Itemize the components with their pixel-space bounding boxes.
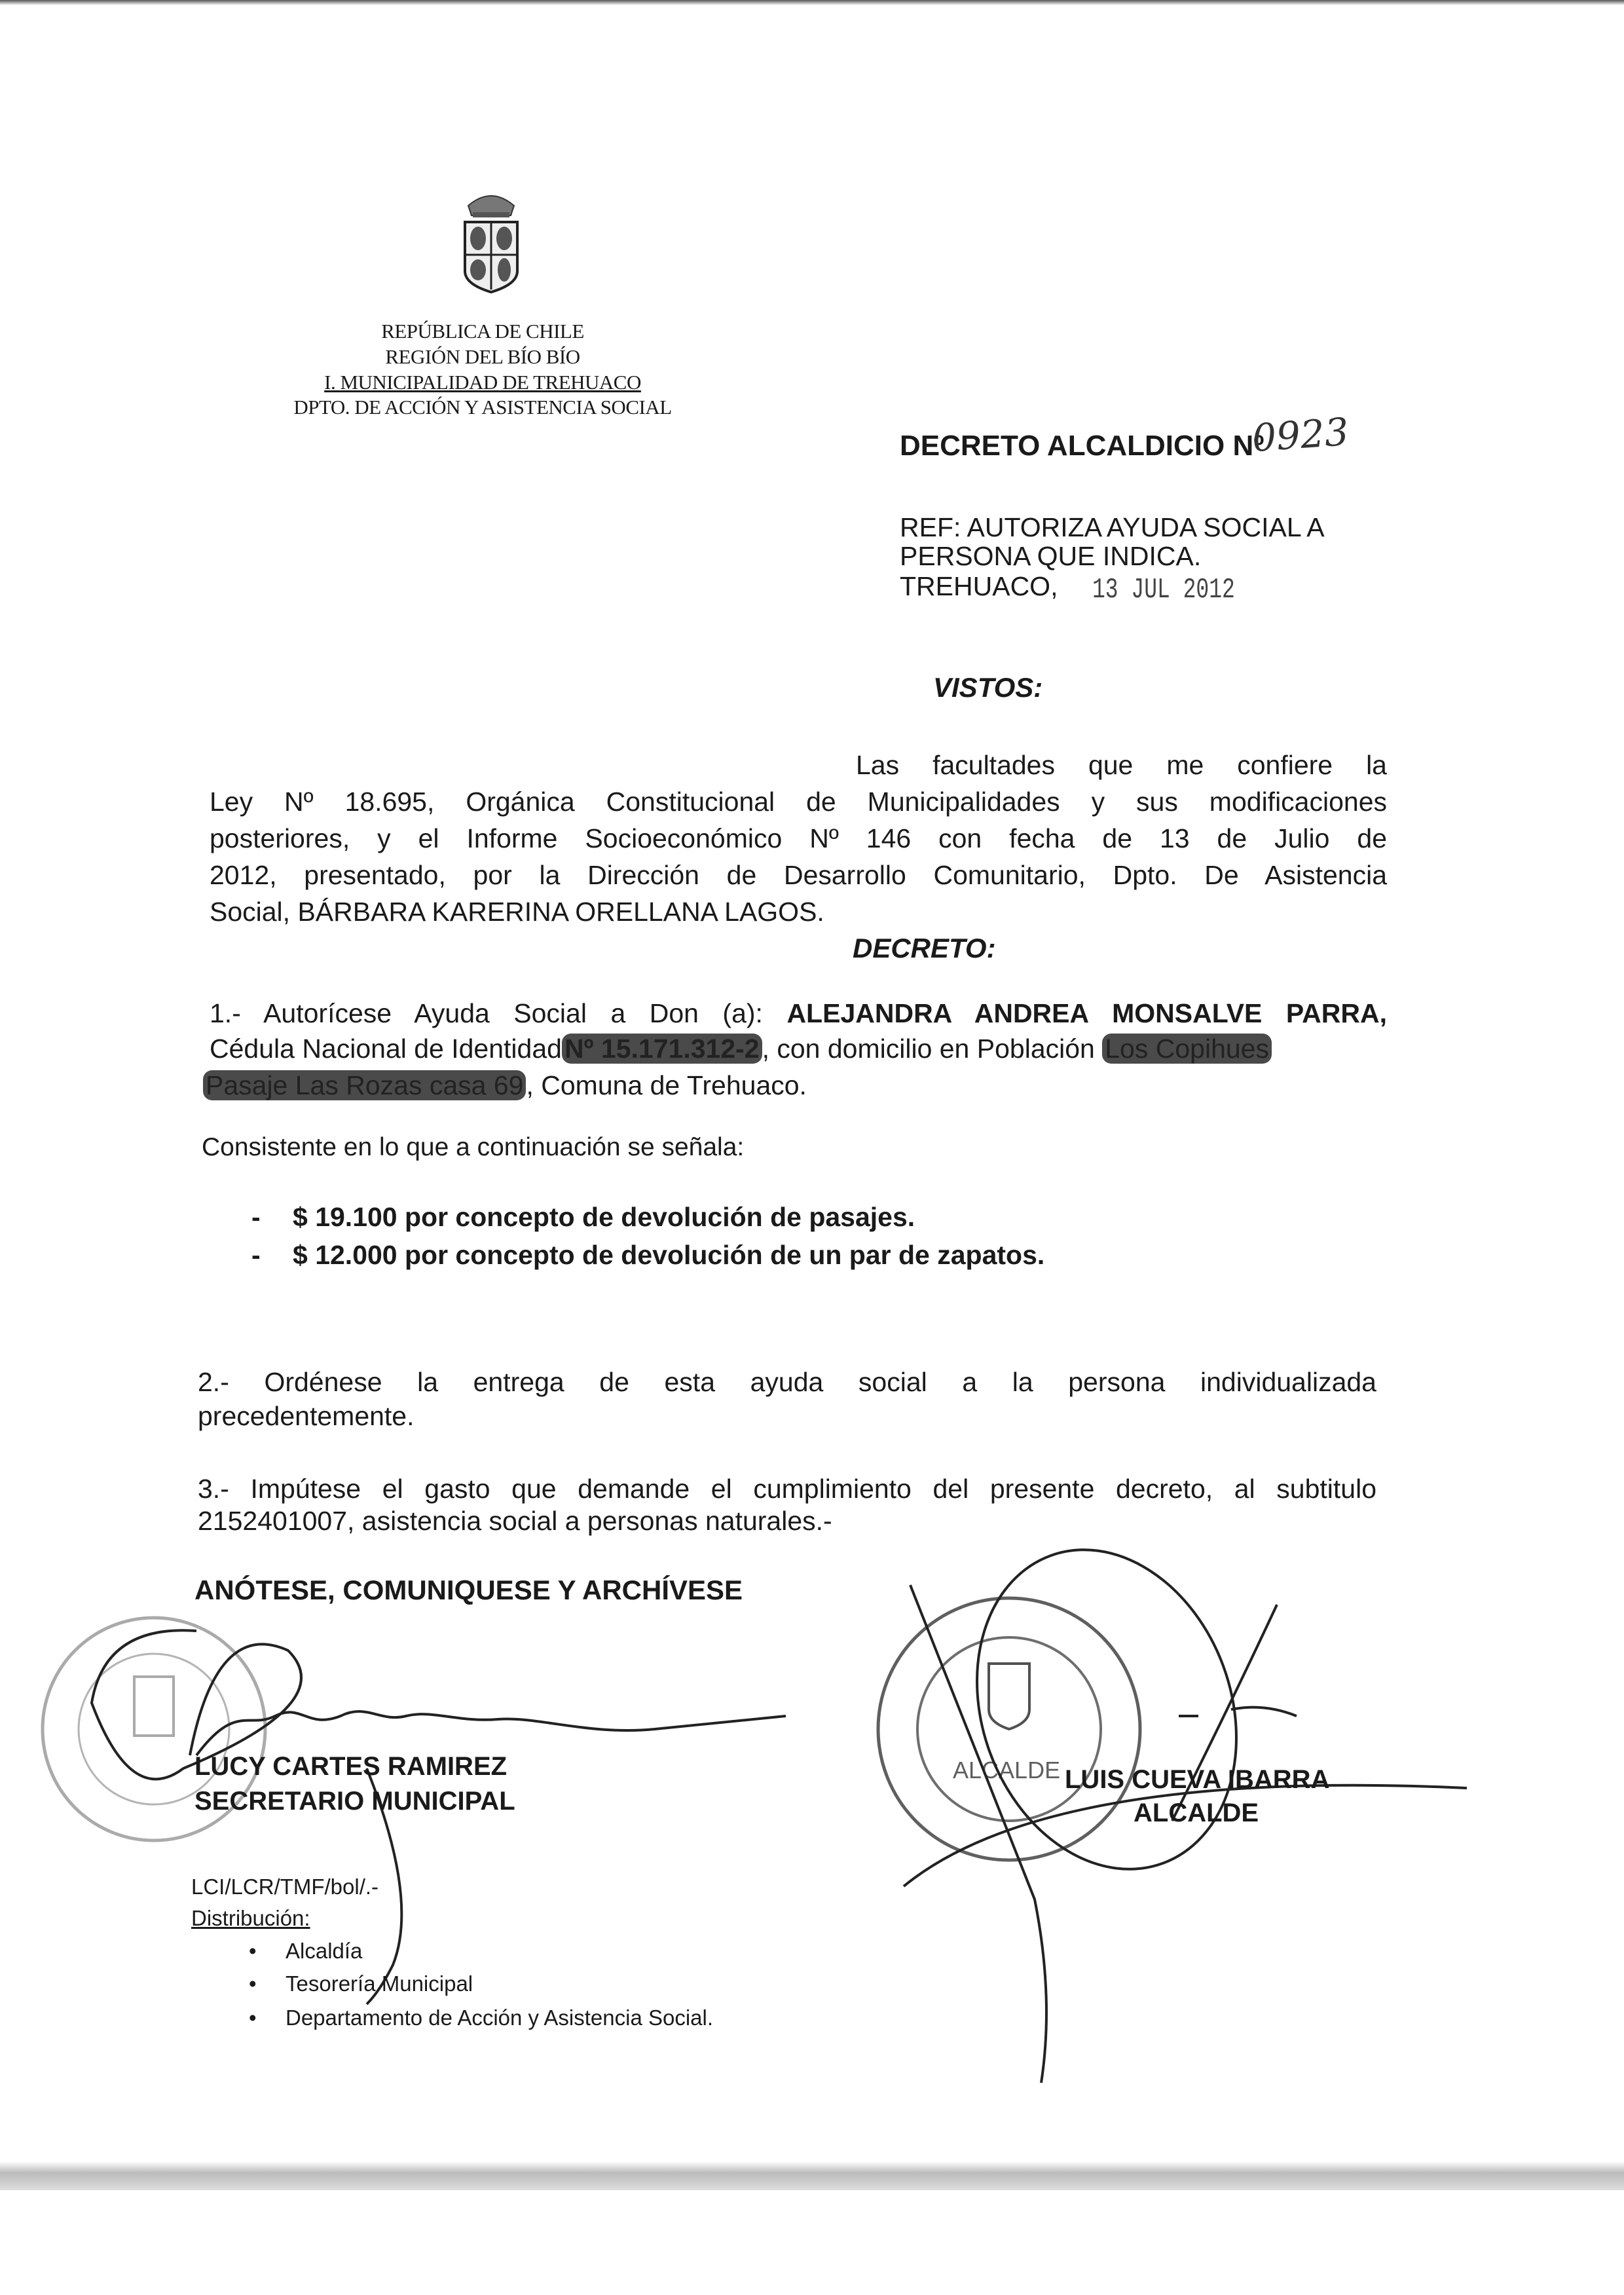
decree-title: DECRETO ALCALDICIO Nº	[900, 430, 1264, 462]
bullet-icon: •	[249, 1939, 257, 1963]
aid-item: $ 12.000 por concepto de devolución de un par de zapatos.	[293, 1240, 1045, 1270]
distribution-label: Distribución:	[191, 1906, 310, 1930]
redacted-address: Los Copihues	[1102, 1034, 1272, 1064]
id-label: Cédula Nacional de Identidad	[210, 1034, 562, 1064]
header-municipality: I. MUNICIPALIDAD DE TREHUACO	[324, 371, 641, 394]
aid-item: $ 19.100 por concepto de devolución de pasajes.	[293, 1202, 915, 1232]
secretary-title: SECRETARIO MUNICIPAL	[194, 1787, 515, 1816]
item1-line3	[203, 1070, 807, 1101]
vistos-line: Las facultades que me confiere la	[856, 750, 1387, 780]
decreto-heading: DECRETO:	[853, 933, 996, 963]
item2-line: precedentemente.	[198, 1401, 415, 1431]
closing-text: ANÓTESE, COMUNIQUESE Y ARCHÍVESE	[194, 1575, 743, 1605]
header-department: DPTO. DE ACCIÓN Y ASISTENCIA SOCIAL	[293, 396, 672, 419]
mayor-title: ALCALDE	[1134, 1799, 1259, 1827]
date-stamp: 13 JUL 2012	[1092, 574, 1235, 606]
header-region: REGIÓN DEL BÍO BÍO	[385, 345, 580, 368]
mayor-name: LUIS CUEVA IBARRA	[1065, 1765, 1330, 1794]
vistos-line: posteriores, y el Informe Socioeconómico Nº 146 con fecha de 13 de Julio de	[210, 823, 1387, 853]
item1-line2	[210, 1034, 1272, 1064]
ref-line-2: PERSONA QUE INDICA.	[900, 541, 1202, 571]
redacted-address: Pasaje Las Rozas casa 69	[203, 1070, 526, 1100]
right-stamp-icon	[878, 1598, 1140, 1860]
decree-number-handwritten: 0923	[1250, 409, 1350, 461]
item3-line: 2152401007, asistencia social a personas naturales.-	[198, 1506, 832, 1536]
scan-bottom-edge	[0, 2161, 1624, 2190]
item2-line: 2.- Ordénese la entrega de esta ayuda social a la persona individualizada	[198, 1367, 1376, 1397]
secretary-signature-icon	[92, 1630, 786, 2004]
beneficiary-name: ALEJANDRA ANDREA MONSALVE PARRA,	[786, 998, 1388, 1028]
bullet-icon: •	[249, 1971, 257, 1996]
bullet-icon: •	[249, 2006, 257, 2030]
ref-line-1: REF: AUTORIZA AYUDA SOCIAL A	[900, 512, 1325, 542]
item1-prefix: 1.- Autorícese Ayuda Social a Don (a):	[210, 998, 763, 1028]
vistos-line: Ley Nº 18.695, Orgánica Constitucional de Municipalidades y sus modificaciones	[210, 787, 1387, 817]
item3-line: 3.- Impútese el gasto que demande el cumplimiento del presente decreto, al subtitulo	[198, 1474, 1376, 1504]
item-dash: -	[251, 1240, 261, 1270]
redacted-id: Nº 15.171.312-2	[562, 1034, 762, 1064]
address-label: , con domicilio en Población	[762, 1034, 1095, 1064]
stamp-right-center-text: ALCALDE	[953, 1757, 1061, 1783]
distribution-item: Departamento de Acción y Asistencia Social.	[286, 2006, 714, 2030]
place: TREHUACO,	[900, 571, 1058, 601]
header-country: REPÚBLICA DE CHILE	[381, 320, 584, 343]
distribution-item: Alcaldía	[286, 1939, 363, 1963]
secretary-name: LUCY CARTES RAMIREZ	[194, 1752, 507, 1781]
item1-line1	[210, 998, 1387, 1029]
consistente-text: Consistente en lo que a continuación se señala:	[202, 1133, 745, 1161]
scan-top-edge	[0, 0, 1624, 5]
vistos-line: Social, BÁRBARA KARERINA ORELLANA LAGOS.	[210, 897, 824, 927]
vistos-line: 2012, presentado, por la Dirección de Desarrollo Comunitario, Dpto. De Asistencia	[210, 860, 1387, 890]
item-dash: -	[251, 1202, 261, 1232]
distribution-item: Tesorería Municipal	[286, 1971, 473, 1996]
coat-of-arms-icon	[458, 186, 524, 295]
commune: , Comuna de Trehuaco.	[526, 1070, 807, 1100]
vistos-heading: VISTOS:	[933, 672, 1043, 703]
initials: LCI/LCR/TMF/bol/.-	[191, 1875, 379, 1899]
